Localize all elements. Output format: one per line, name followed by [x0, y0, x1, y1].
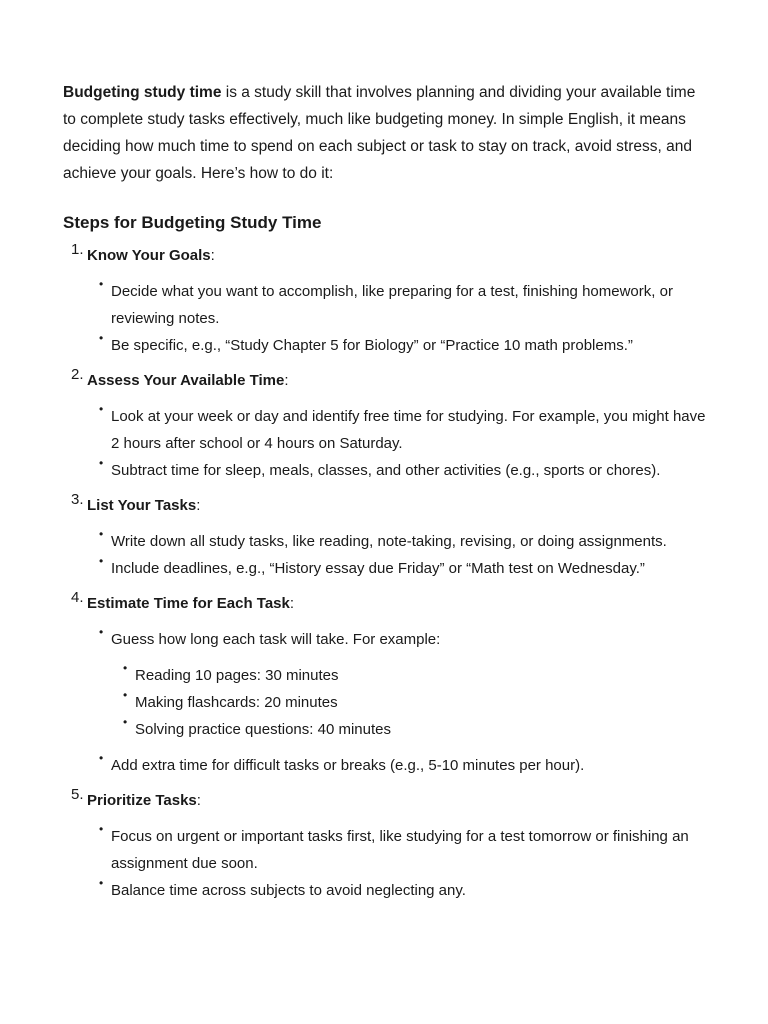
intro-text: is a study skill that involves planning and dividing your available time to complete study tasks effectively, much like budgeting money. In simple English, it means deciding how much time to spend on each subject or task to stay on track, avoid stress, and achieve your goals. Here’s how to do it: — [63, 84, 696, 182]
sub-list-item — [123, 715, 708, 743]
step-title: Assess Your Available Time — [87, 372, 285, 389]
step-title: Estimate Time for Each Task — [87, 595, 290, 612]
list-item — [99, 876, 708, 904]
step-4-header — [63, 591, 708, 617]
step-number: 1. — [71, 241, 84, 258]
step-title-colon: : — [210, 247, 215, 264]
list-item-text: Decide what you want to accomplish, like preparing for a test, finishing homework, or reviewing notes. — [111, 283, 673, 327]
list-item — [99, 822, 708, 877]
list-item-text: Include deadlines, e.g., “History essay due Friday” or “Math test on Wednesday.” — [111, 560, 645, 577]
step-title-colon: : — [284, 372, 289, 389]
step-5 — [63, 788, 708, 904]
bullet-icon: • — [99, 876, 104, 890]
list-item — [99, 402, 708, 457]
list-item-text: Look at your week or day and identify free time for studying. For example, you might have 2 hours after school or 4 hours on Saturday. — [111, 408, 706, 452]
bullet-icon: • — [99, 751, 104, 765]
step-number: 4. — [71, 589, 84, 606]
list-item-text: Focus on urgent or important tasks first, like studying for a test tomorrow or finishing an assignment due soon. — [111, 828, 689, 872]
bullet-icon: • — [99, 331, 104, 345]
step-title-colon: : — [196, 497, 201, 514]
step-title: List Your Tasks — [87, 497, 197, 514]
step-2-header — [63, 368, 708, 394]
step-1 — [63, 243, 708, 359]
section-heading: Steps for Budgeting Study Time — [63, 213, 322, 232]
list-item — [99, 751, 708, 779]
step-title: Prioritize Tasks — [87, 792, 197, 809]
list-item-text: Write down all study tasks, like reading, note-taking, revising, or doing assignments. — [111, 533, 667, 550]
step-4 — [63, 591, 708, 779]
step-5-header — [63, 788, 708, 814]
list-item-text: Be specific, e.g., “Study Chapter 5 for Biology” or “Practice 10 math problems.” — [111, 337, 633, 354]
intro-paragraph — [63, 79, 708, 187]
step-4-bullets — [63, 626, 708, 779]
document-content — [63, 79, 708, 913]
bullet-icon: • — [99, 456, 104, 470]
list-item — [99, 277, 708, 332]
list-item-text: Balance time across subjects to avoid neglecting any. — [111, 882, 466, 899]
step-2 — [63, 368, 708, 484]
step-3-bullets — [63, 528, 708, 582]
sub-list-item-text: Reading 10 pages: 30 minutes — [135, 667, 339, 684]
step-1-bullets — [63, 278, 708, 359]
step-title-colon: : — [196, 792, 201, 809]
step-5-bullets — [63, 823, 708, 904]
sub-list-item — [123, 661, 708, 689]
list-item — [99, 527, 708, 555]
list-item — [99, 554, 708, 582]
step-3-header — [63, 493, 708, 519]
sub-list-item-text: Making flashcards: 20 minutes — [135, 694, 338, 711]
step-title: Know Your Goals — [87, 247, 211, 264]
intro-bold-term: Budgeting study time — [63, 84, 222, 101]
list-item-text: Add extra time for difficult tasks or breaks (e.g., 5-10 minutes per hour). — [111, 757, 585, 774]
step-2-bullets — [63, 403, 708, 484]
bullet-icon: • — [99, 277, 104, 291]
step-title-colon: : — [289, 595, 295, 612]
bullet-icon: • — [99, 625, 104, 639]
bullet-icon: • — [99, 554, 104, 568]
list-item — [99, 456, 708, 484]
step-3 — [63, 493, 708, 582]
step-number: 2. — [71, 366, 84, 383]
list-item — [99, 331, 708, 359]
step-number: 3. — [71, 491, 84, 508]
list-item-text: Guess how long each task will take. For example: — [111, 631, 441, 648]
bullet-icon: • — [99, 527, 104, 541]
sub-list-item-text: Solving practice questions: 40 minutes — [135, 721, 391, 738]
step-1-header — [63, 243, 708, 269]
list-item-text: Subtract time for sleep, meals, classes, and other activities (e.g., sports or chores). — [111, 462, 661, 479]
bullet-icon: • — [123, 661, 128, 675]
bullet-icon: • — [99, 822, 104, 836]
step-number: 5. — [71, 786, 84, 803]
step-4-sub-bullets — [111, 662, 708, 743]
bullet-icon: • — [99, 402, 104, 416]
sub-list-item — [123, 688, 708, 716]
bullet-icon: • — [123, 715, 128, 729]
bullet-icon: • — [123, 688, 128, 702]
list-item — [99, 625, 708, 743]
